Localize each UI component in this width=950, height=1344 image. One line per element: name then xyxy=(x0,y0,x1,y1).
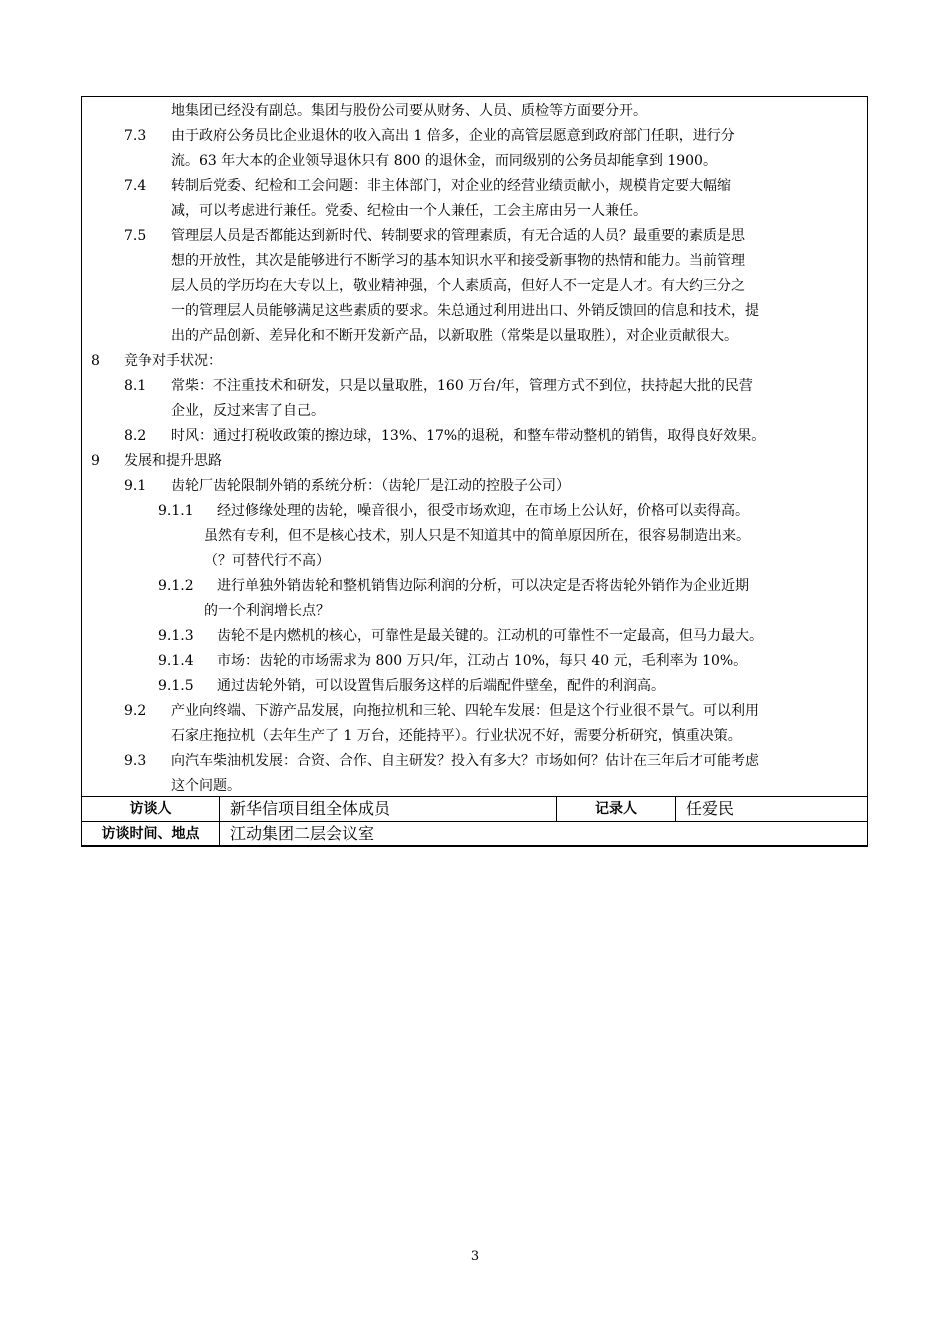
text-line: 一的管理层人员能够满足这些素质的要求。朱总通过利用进出口、外销反馈回的信息和技术，提 xyxy=(171,303,759,319)
item-number: 7.4 xyxy=(124,178,147,194)
text-line: 的一个利润增长点？ xyxy=(204,603,330,619)
recorder-value: 任爱民 xyxy=(686,799,735,818)
text-line: 常柴：不注重技术和研发，只是以量取胜，160 万台/年，管理方式不到位，扶持起大批的民营 xyxy=(171,378,753,394)
item-number: 9.1.5 xyxy=(158,678,194,694)
text-line: 流。63 年大本的企业领导退休只有 800 的退休金，而同级别的公务员却能拿到 1900。 xyxy=(171,153,717,169)
item-number: 9.1.3 xyxy=(158,628,194,644)
time-place-label: 访谈时间、地点 xyxy=(82,822,220,846)
text-line: 市场：齿轮的市场需求为 800 万只/年，江动占 10%，每只 40 元，毛利率为 10%。 xyxy=(217,653,748,669)
text-line: （？可替代行不高） xyxy=(204,553,330,569)
text-line: 由于政府公务员比企业退休的收入高出 1 倍多，企业的高管层愿意到政府部门任职，进行分 xyxy=(171,128,735,144)
interviewer-label: 访谈人 xyxy=(82,797,220,821)
text-line: 减，可以考虑进行兼任。党委、纪检由一个人兼任，工会主席由另一人兼任。 xyxy=(171,203,647,219)
section-number: 9 xyxy=(91,453,100,469)
item-number: 7.5 xyxy=(124,228,147,244)
item-number: 9.2 xyxy=(124,703,147,719)
item-number: 8.1 xyxy=(124,378,147,394)
item-number: 9.1.1 xyxy=(158,503,194,519)
text-line: 企业，反过来害了自己。 xyxy=(171,403,325,419)
interviewer-row xyxy=(81,796,868,822)
text-line: 向汽车柴油机发展：合资、合作、自主研发？投入有多大？市场如何？估计在三年后才可能考虑 xyxy=(171,753,759,769)
text-line: 管理层人员是否都能达到新时代、转制要求的管理素质，有无合适的人员？最重要的素质是思 xyxy=(171,228,745,244)
text-line: 通过齿轮外销，可以设置售后服务这样的后端配件壁垒，配件的利润高。 xyxy=(217,678,665,694)
text-line: 齿轮不是内燃机的核心，可靠性是最关键的。江动机的可靠性不一定最高，但马力最大。 xyxy=(217,628,763,644)
item-number: 9.1.2 xyxy=(158,578,194,594)
page-number: 3 xyxy=(470,1249,480,1264)
section-heading: 竞争对手状况： xyxy=(124,353,222,369)
text-line: 想的开放性，其次是能够进行不断学习的基本知识水平和接受新事物的热情和能力。当前管理 xyxy=(171,253,745,269)
time-place-row xyxy=(81,822,868,847)
item-number: 8.2 xyxy=(124,428,147,444)
text-line: 进行单独外销齿轮和整机销售边际利润的分析，可以决定是否将齿轮外销作为企业近期 xyxy=(217,578,749,594)
text-line: 石家庄拖拉机（去年生产了 1 万台，还能持平）。行业状况不好，需要分析研究，慎重决策。 xyxy=(171,728,742,744)
text-line: 这个问题。 xyxy=(171,778,241,794)
item-number: 9.1.4 xyxy=(158,653,194,669)
section-heading: 发展和提升思路 xyxy=(124,453,222,469)
section-number: 8 xyxy=(91,353,100,369)
text-line: 齿轮厂齿轮限制外销的系统分析：（齿轮厂是江动的控股子公司） xyxy=(171,478,570,494)
recorder-label: 记录人 xyxy=(557,797,676,821)
item-number: 7.3 xyxy=(124,128,147,144)
text-line: 地集团已经没有副总。集团与股份公司要从财务、人员、质检等方面要分开。 xyxy=(171,103,647,119)
text-line: 时风：通过打税收政策的擦边球，13%、17%的退税，和整车带动整机的销售，取得良好效果。 xyxy=(171,428,766,444)
text-line: 经过修缘处理的齿轮，噪音很小，很受市场欢迎，在市场上公认好，价格可以卖得高。 xyxy=(217,503,749,519)
item-number: 9.1 xyxy=(124,478,147,494)
text-line: 产业向终端、下游产品发展，向拖拉机和三轮、四轮车发展：但是这个行业很不景气。可以利用 xyxy=(171,703,759,719)
text-line: 虽然有专利，但不是核心技术，别人只是不知道其中的简单原因所在，很容易制造出来。 xyxy=(204,528,750,544)
text-line: 层人员的学历均在大专以上，敬业精神强，个人素质高，但好人不一定是人才。有大约三分之 xyxy=(171,278,745,294)
interviewer-value: 新华信项目组全体成员 xyxy=(220,797,557,821)
item-number: 9.3 xyxy=(124,753,147,769)
text-line: 出的产品创新、差异化和不断开发新产品，以新取胜（常柴是以量取胜），对企业贡献很大。 xyxy=(171,328,738,344)
text-line: 转制后党委、纪检和工会问题：非主体部门，对企业的经营业绩贡献小，规模肯定要大幅缩 xyxy=(171,178,731,194)
time-place-value: 江动集团二层会议室 xyxy=(230,824,375,843)
